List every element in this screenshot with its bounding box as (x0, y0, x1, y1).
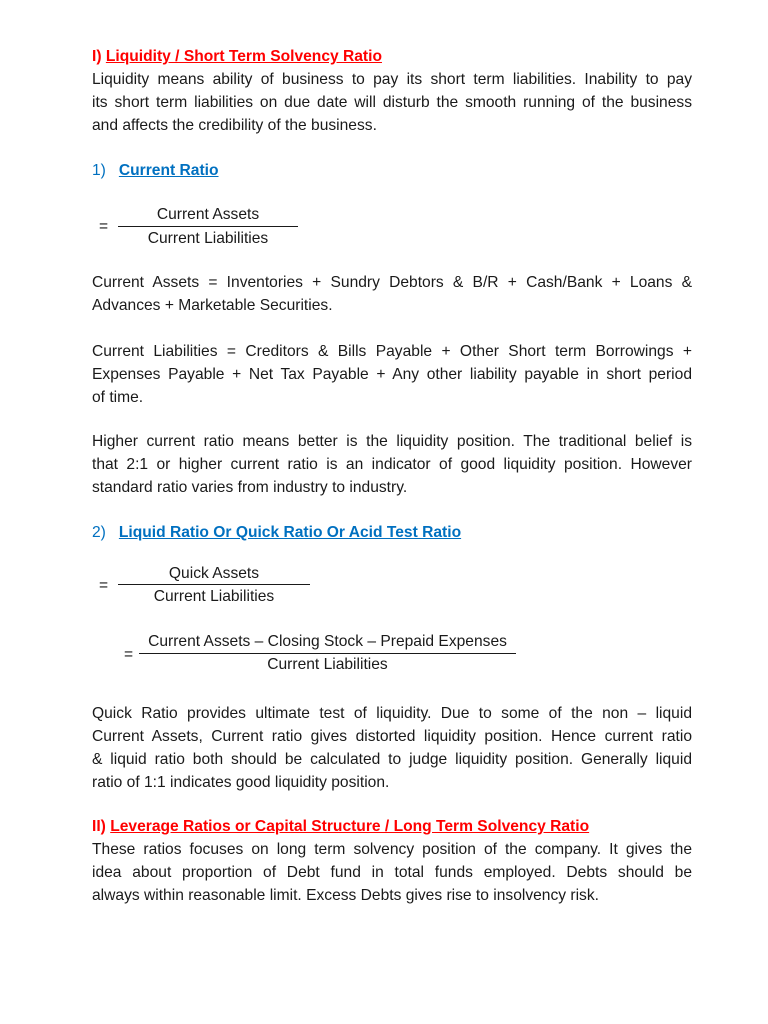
quick-ratio-number: 2) (92, 524, 106, 541)
section2-number: II) (92, 818, 106, 835)
section2-para-line: These ratios focuses on long term solvency position of the company. It gives the (92, 841, 692, 858)
quick-ratio-para-line: & liquid ratio both should be calculated to judge liquidity position. Generally liquid (92, 751, 692, 768)
current-ratio-numerator: Current Assets (156, 206, 260, 223)
current-ratio-equals: = (99, 218, 109, 235)
section1-title: Liquidity / Short Term Solvency Ratio (105, 48, 382, 65)
current-assets-definition: Advances + Marketable Securities. (92, 297, 333, 314)
quick-ratio-title: Liquid Ratio Or Quick Ratio Or Acid Test Ratio (118, 524, 462, 541)
section1-number: I) (92, 48, 102, 65)
current-ratio-number: 1) (92, 162, 106, 179)
quick-ratio-para-line: ratio of 1:1 indicates good liquidity position. (92, 774, 390, 791)
current-ratio-para-line: standard ratio varies from industry to industry. (92, 479, 408, 496)
current-ratio-heading (92, 159, 692, 182)
section1-heading (92, 45, 692, 68)
current-assets-definition: Current Assets = Inventories + Sundry Debtors & B/R + Cash/Bank + Loans & (92, 274, 692, 291)
current-liabilities-definition: Expenses Payable + Net Tax Payable + Any other liability payable in short period (92, 366, 692, 383)
quick-ratio-expanded-numerator: Current Assets – Closing Stock – Prepaid Expenses (148, 633, 507, 650)
current-ratio-para-line: that 2:1 or higher current ratio is an indicator of good liquidity position. However (92, 456, 692, 473)
section2-para-line: idea about proportion of Debt fund in total funds employed. Debts should be (92, 864, 692, 881)
quick-ratio-numerator: Quick Assets (168, 565, 260, 582)
quick-ratio-para-line: Quick Ratio provides ultimate test of liquidity. Due to some of the non – liquid (92, 705, 692, 722)
section1-para-line: Liquidity means ability of business to pay its short term liabilities. Inability to pay (92, 71, 692, 88)
section2-heading (92, 815, 692, 838)
quick-ratio-expanded-denominator: Current Liabilities (267, 656, 388, 673)
section2-title: Leverage Ratios or Capital Structure / Long Term Solvency Ratio (110, 818, 590, 835)
section2-para-line: always within reasonable limit. Excess Debts gives rise to insolvency risk. (92, 887, 599, 904)
quick-ratio-heading (92, 521, 692, 544)
section1-para-line: and affects the credibility of the business. (92, 117, 377, 134)
current-ratio-para-line: Higher current ratio means better is the liquidity position. The traditional belief is (92, 433, 692, 450)
quick-ratio-equals: = (99, 577, 109, 594)
current-ratio-denominator: Current Liabilities (147, 230, 269, 247)
quick-ratio-denominator: Current Liabilities (153, 588, 275, 605)
quick-ratio-para-line: Current Assets, Current ratio gives distorted liquidity position. Hence current ratio (92, 728, 692, 745)
quick-ratio-fraction-bar (118, 584, 310, 585)
section1-para-line: its short term liabilities on due date will disturb the smooth running of the business (92, 94, 692, 111)
quick-ratio-equals-expanded: = (124, 646, 134, 663)
current-liabilities-definition: Current Liabilities = Creditors & Bills Payable + Other Short term Borrowings + (92, 343, 692, 360)
current-ratio-fraction-bar (118, 226, 298, 227)
current-ratio-title: Current Ratio (118, 162, 219, 179)
current-liabilities-definition: of time. (92, 389, 144, 406)
